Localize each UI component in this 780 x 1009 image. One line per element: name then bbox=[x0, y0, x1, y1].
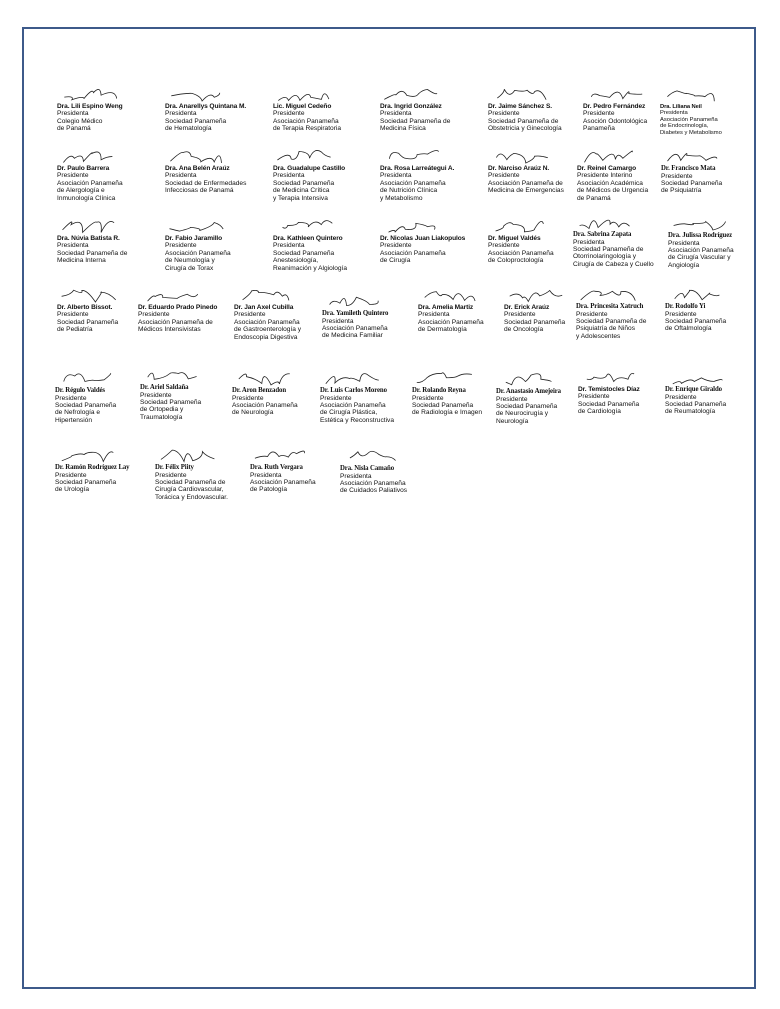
signatory-name: Dra. Guadalupe Castillo bbox=[273, 165, 346, 172]
signatory-organization: Sociedad Panameña bbox=[578, 400, 640, 408]
signatory-organization: Obstetricia y Ginecología bbox=[488, 125, 562, 133]
signatory-role: Presidente bbox=[661, 172, 693, 180]
signatory-role: Presidenta bbox=[418, 311, 450, 319]
signatory-name: Dr. Narciso Araúz N. bbox=[488, 165, 550, 172]
signatory-name: Lic. Miguel Cedeño bbox=[273, 103, 332, 110]
signatory-name: Dr. Nicolas Juan Liakopulos bbox=[380, 235, 466, 242]
signatory-organization: de Hematología bbox=[165, 125, 212, 133]
signatory-organization: Asociación Panameña bbox=[380, 249, 446, 257]
signatory-organization: Panameña bbox=[583, 125, 615, 133]
signatory-organization: de Neumología y bbox=[165, 257, 215, 265]
signatory-role: Presidente bbox=[55, 471, 87, 479]
signatory-role: Presidenta bbox=[380, 110, 412, 118]
signatory-organization: de Patología bbox=[250, 486, 288, 494]
signatory-organization: Sociedad Panameña de bbox=[573, 245, 644, 253]
signature-block bbox=[322, 290, 388, 340]
signature-scribble-icon bbox=[155, 444, 228, 464]
signatory-organization: Angiología bbox=[668, 261, 700, 269]
signatory-organization: Asociación Panameña de bbox=[138, 318, 213, 326]
signature-block bbox=[380, 215, 465, 265]
signatory-organization: Sociedad Panameña de bbox=[576, 317, 647, 325]
signature-scribble-icon bbox=[57, 83, 123, 103]
signatory-organization: de Coloproctología bbox=[488, 257, 544, 265]
signature-block bbox=[57, 145, 123, 202]
signatory-organization: de Panamá bbox=[57, 125, 91, 133]
signatory-organization: de Cardiología bbox=[578, 408, 621, 416]
signature-scribble-icon bbox=[583, 83, 647, 103]
signature-block bbox=[488, 145, 564, 195]
signatory-organization: de Panamá bbox=[577, 194, 611, 202]
signatory-organization: Hipertensión bbox=[55, 416, 93, 424]
signatory-organization: Asociación Panameña de bbox=[488, 179, 563, 187]
signatory-name: Dra. Julissa Rodríguez bbox=[668, 232, 733, 239]
signatory-organization: de Reumatología bbox=[665, 408, 716, 416]
signatory-role: Presidenta bbox=[273, 242, 305, 250]
signatory-role: Presidente bbox=[320, 394, 352, 402]
signatory-organization: Sociedad Panameña bbox=[57, 318, 119, 326]
signatory-role: Presidenta bbox=[273, 172, 305, 180]
signature-block bbox=[138, 284, 217, 334]
signatory-organization: Medicina de Emergencias bbox=[488, 187, 564, 195]
signature-block bbox=[576, 283, 646, 340]
signature-block bbox=[340, 445, 407, 495]
signatory-role: Presidente bbox=[578, 393, 610, 401]
signatory-role: Presidente bbox=[488, 172, 520, 180]
signatory-name: Dr. Eduardo Prado Pinedo bbox=[138, 304, 218, 311]
signatory-name: Dra. Kathleen Quintero bbox=[273, 235, 343, 242]
signatory-role: Presidente bbox=[504, 311, 536, 319]
signature-block bbox=[57, 215, 127, 265]
signatory-organization: Sociedad Panameña bbox=[55, 478, 117, 486]
signatory-organization: de Dermatología bbox=[418, 326, 467, 334]
signature-scribble-icon bbox=[577, 145, 648, 165]
signatory-organization: Sociedad Panameña bbox=[273, 249, 335, 257]
signatory-organization: de Oftalmología bbox=[665, 325, 712, 333]
signature-block bbox=[504, 284, 565, 334]
signature-scribble-icon bbox=[55, 367, 116, 387]
signatory-organization: de Radiología e Imagen bbox=[412, 409, 483, 417]
signatory-organization: Cirugía de Cabeza y Cuello bbox=[573, 260, 654, 268]
signature-block bbox=[496, 368, 561, 425]
signatory-organization: de Endocrinología, bbox=[660, 123, 709, 130]
signatory-name: Dr. Rodolfo Yi bbox=[665, 303, 706, 310]
signature-scribble-icon bbox=[320, 367, 394, 387]
signatory-organization: Sociedad Panameña de bbox=[57, 249, 128, 257]
signatory-organization: Cirugía Cardiovascular, bbox=[155, 486, 224, 494]
signature-block bbox=[232, 367, 298, 417]
signatory-name: Dr. Francisco Mata bbox=[661, 165, 716, 172]
signature-block bbox=[412, 367, 482, 417]
signatory-name: Dr. Jan Axel Cubilla bbox=[234, 304, 294, 311]
signatory-name: Dr. Jaime Sánchez S. bbox=[488, 103, 552, 110]
signatory-organization: y Metabolismo bbox=[380, 194, 423, 202]
signatory-role: Presidente bbox=[57, 311, 89, 319]
signatory-role: Presidente bbox=[138, 311, 170, 319]
signature-scribble-icon bbox=[418, 284, 484, 304]
signature-block bbox=[583, 83, 647, 133]
signatory-role: Presidente bbox=[488, 110, 520, 118]
signatory-role: Presidente bbox=[665, 393, 697, 401]
signatory-organization: Asociación Panameña bbox=[660, 116, 718, 123]
signature-scribble-icon bbox=[273, 215, 347, 235]
signatory-organization: de Gastroenterología y bbox=[234, 326, 302, 334]
signatory-organization: Psiquiatría de Niños bbox=[576, 325, 636, 333]
signatory-role: Presidente bbox=[576, 310, 608, 318]
signatory-name: Dra. Nisla Camaño bbox=[340, 465, 394, 472]
signatory-role: Presidente bbox=[234, 311, 266, 319]
signature-block bbox=[155, 444, 228, 501]
signatory-organization: de Urología bbox=[55, 486, 90, 494]
signature-block bbox=[273, 215, 347, 272]
signatory-organization: Asociación Panameña bbox=[273, 117, 339, 125]
signatory-name: Dra. Yamileth Quintero bbox=[322, 310, 389, 317]
signatory-role: Presidente bbox=[665, 310, 697, 318]
signature-scribble-icon bbox=[340, 445, 407, 465]
signature-scribble-icon bbox=[573, 211, 654, 231]
signatory-name: Dr. Alberto Bissot. bbox=[57, 304, 113, 311]
signature-block bbox=[273, 145, 345, 202]
signatory-name: Dr. Paulo Barrera bbox=[57, 165, 110, 172]
signature-scribble-icon bbox=[234, 284, 301, 304]
signatory-organization: de Alergología e bbox=[57, 187, 105, 195]
signature-scribble-icon bbox=[165, 145, 246, 165]
signatory-name: Dra. Liliana Neil bbox=[660, 104, 702, 110]
signatory-role: Presidenta bbox=[660, 110, 688, 117]
signatory-organization: Sociedad Panameña de bbox=[380, 117, 451, 125]
signatory-organization: de Neurología bbox=[232, 409, 274, 417]
signatory-role: Presidente bbox=[412, 394, 444, 402]
signatory-organization: Diabetes y Metabolismo bbox=[660, 129, 722, 136]
signature-scribble-icon bbox=[488, 215, 554, 235]
signatory-role: Presidenta bbox=[573, 238, 605, 246]
signatory-name: Dra. Rosa Larreátegui A. bbox=[380, 165, 455, 172]
signature-block bbox=[165, 145, 246, 195]
signatory-organization: y Adolescentes bbox=[576, 332, 621, 340]
signature-scribble-icon bbox=[665, 283, 726, 303]
signatory-name: Dr. Reinel Camargo bbox=[577, 165, 637, 172]
signatory-organization: Colegio Médico bbox=[57, 117, 103, 125]
signatory-name: Dr. Miguel Valdés bbox=[488, 235, 541, 242]
signatory-name: Dra. Sabrina Zapata bbox=[573, 231, 632, 238]
signatory-name: Dr. Régulo Valdés bbox=[55, 387, 105, 394]
signatory-role: Presidenta bbox=[668, 239, 700, 247]
signature-block bbox=[273, 83, 341, 133]
signature-scribble-icon bbox=[57, 284, 118, 304]
signature-block bbox=[250, 444, 316, 494]
signatory-role: Presidenta bbox=[165, 172, 197, 180]
signatory-organization: Sociedad Panameña bbox=[140, 398, 202, 406]
signatory-organization: Sociedad Panameña bbox=[165, 117, 227, 125]
signatory-role: Presidente bbox=[232, 394, 264, 402]
signatory-name: Dr. Ariel Saldaña bbox=[140, 384, 189, 391]
signature-scribble-icon bbox=[57, 215, 127, 235]
signatory-name: Dra. Ingrid González bbox=[380, 103, 442, 110]
signatory-role: Presidente bbox=[488, 242, 520, 250]
signature-block bbox=[380, 83, 450, 133]
signature-scribble-icon bbox=[322, 290, 388, 310]
signature-block bbox=[668, 212, 734, 269]
signatory-organization: Traumatología bbox=[140, 413, 183, 421]
signature-block bbox=[665, 283, 726, 333]
signature-block bbox=[665, 366, 726, 416]
signature-scribble-icon bbox=[488, 145, 564, 165]
signatory-organization: Asociación Panameña bbox=[380, 179, 446, 187]
signatory-role: Presidente bbox=[496, 395, 528, 403]
signature-scribble-icon bbox=[57, 145, 123, 165]
signatory-organization: Asociación Panameña bbox=[322, 324, 388, 332]
signatory-role: Presidente bbox=[57, 172, 89, 180]
signature-scribble-icon bbox=[380, 83, 450, 103]
signature-scribble-icon bbox=[504, 284, 565, 304]
signatory-role: Presidente bbox=[140, 391, 172, 399]
signature-scribble-icon bbox=[661, 145, 722, 165]
signatory-organization: Infecciosas de Panamá bbox=[165, 187, 234, 195]
signatory-role: Presidente bbox=[155, 471, 187, 479]
signature-scribble-icon bbox=[668, 212, 734, 232]
signatory-organization: Asociación Panameña bbox=[488, 249, 554, 257]
signatory-role: Presidenta bbox=[380, 172, 412, 180]
signatory-name: Dr. Aron Benzadon bbox=[232, 387, 287, 394]
signature-block bbox=[578, 366, 640, 416]
signatory-organization: Estética y Reconstructiva bbox=[320, 416, 395, 424]
signature-block bbox=[320, 367, 394, 424]
signatory-organization: Sociedad Panameña de bbox=[488, 117, 559, 125]
signatory-organization: Asociación Panameña bbox=[57, 179, 123, 187]
signature-block bbox=[165, 215, 231, 272]
signature-block bbox=[418, 284, 484, 334]
signatory-name: Dr. Erick Araúz bbox=[504, 304, 550, 311]
signatory-role: Presidenta bbox=[322, 317, 354, 325]
signatory-organization: Sociedad Panameña bbox=[661, 179, 723, 187]
signature-block bbox=[660, 84, 722, 136]
signatory-organization: de Nutrición Clínica bbox=[380, 187, 438, 195]
signatory-organization: Sociedad de Enfermedades bbox=[165, 179, 247, 187]
signature-block bbox=[577, 145, 648, 202]
signature-scribble-icon bbox=[140, 364, 201, 384]
signatory-organization: de Oncología bbox=[504, 326, 544, 334]
signatory-organization: de Cirugía Vascular y bbox=[668, 254, 731, 262]
signatory-organization: Asociación Panameña bbox=[250, 478, 316, 486]
signatory-organization: de Terapia Respiratoria bbox=[273, 125, 342, 133]
signatory-organization: Asociación Panameña bbox=[234, 318, 300, 326]
signatory-name: Dr. Temistocles Díaz bbox=[578, 386, 640, 393]
signatory-organization: de Neurocirugía y bbox=[496, 410, 549, 418]
signatory-name: Dr. Enrique Giraldo bbox=[665, 386, 722, 393]
signature-scribble-icon bbox=[55, 444, 129, 464]
signatory-role: Presidenta bbox=[165, 110, 197, 118]
signatory-organization: Asociación Panameña bbox=[165, 249, 231, 257]
signatory-name: Dr. Ramón Rodríguez Lay bbox=[55, 464, 130, 471]
signature-scribble-icon bbox=[488, 83, 562, 103]
signature-block bbox=[661, 145, 722, 195]
signatory-organization: Neurología bbox=[496, 417, 529, 425]
signatory-organization: Anestesiología, bbox=[273, 257, 319, 265]
signatory-role: Presidente bbox=[273, 110, 305, 118]
signature-scribble-icon bbox=[250, 444, 316, 464]
signatory-organization: Reanimación y Algiología bbox=[273, 264, 348, 272]
signatory-role: Presidente Interino bbox=[577, 172, 633, 180]
signature-scribble-icon bbox=[412, 367, 482, 387]
signatory-name: Dr. Fabio Jaramillo bbox=[165, 235, 223, 242]
signatory-organization: Asoción Odontológica bbox=[583, 117, 648, 125]
signatory-name: Dr. Anastasio Amejeira bbox=[496, 388, 561, 395]
signature-block bbox=[488, 83, 562, 133]
signature-block bbox=[165, 83, 246, 133]
signatory-role: Presidente bbox=[55, 394, 87, 402]
signature-block bbox=[380, 145, 454, 202]
signatory-organization: Sociedad Panameña bbox=[496, 402, 558, 410]
signatory-organization: Endoscopia Digestiva bbox=[234, 333, 298, 341]
signatory-name: Dra. Princesita Xatruch bbox=[576, 303, 644, 310]
signatory-role: Presidenta bbox=[57, 242, 89, 250]
signatory-role: Presidente bbox=[380, 242, 412, 250]
signatory-organization: Torácica y Endovascular. bbox=[155, 493, 228, 501]
signature-block bbox=[57, 83, 123, 133]
signatory-organization: Sociedad Panameña bbox=[504, 318, 566, 326]
signatory-organization: Asociación Panameña bbox=[232, 401, 298, 409]
signatory-organization: Sociedad Panameña bbox=[273, 179, 335, 187]
signature-scribble-icon bbox=[138, 284, 217, 304]
signatory-organization: de Psiquiatría bbox=[661, 187, 702, 195]
signatory-organization: de Medicina Crítica bbox=[273, 187, 330, 195]
signatory-role: Presidenta bbox=[340, 472, 372, 480]
signature-block bbox=[55, 367, 116, 424]
signatory-organization: de Médicos de Urgencia bbox=[577, 187, 649, 195]
signatory-organization: Sociedad Panameña bbox=[665, 400, 727, 408]
signatory-organization: de Medicina Familiar bbox=[322, 332, 383, 340]
signatory-organization: Sociedad Panameña bbox=[55, 401, 117, 409]
signatory-name: Dra. Anarellys Quintana M. bbox=[165, 103, 247, 110]
signatory-organization: Otorrinolaringología y bbox=[573, 253, 637, 261]
signatory-organization: de Pediatría bbox=[57, 326, 93, 334]
signature-scribble-icon bbox=[665, 366, 726, 386]
signatory-organization: de Cirugía Plástica, bbox=[320, 409, 378, 417]
signatory-name: Dra. Amelia Martiz bbox=[418, 304, 474, 311]
signatory-name: Dr. Félix Piity bbox=[155, 464, 194, 471]
signatory-role: Presidenta bbox=[250, 471, 282, 479]
signatory-organization: de Ortopedia y bbox=[140, 406, 184, 414]
signatory-organization: de Cuidados Paliativos bbox=[340, 487, 408, 495]
signatory-name: Dra. Lili Espino Weng bbox=[57, 103, 123, 110]
signature-scribble-icon bbox=[380, 215, 465, 235]
signatory-organization: Sociedad Panameña bbox=[665, 317, 727, 325]
signatory-organization: de Nefrología e bbox=[55, 409, 101, 417]
signatory-organization: y Terapia Intensiva bbox=[273, 194, 328, 202]
signature-scribble-icon bbox=[165, 215, 231, 235]
signatory-organization: Sociedad Panameña de bbox=[155, 478, 226, 486]
signature-scribble-icon bbox=[496, 368, 561, 388]
signatory-organization: Médicos Intensivistas bbox=[138, 326, 201, 334]
signatory-name: Dra. Ruth Vergara bbox=[250, 464, 303, 471]
signatory-organization: Medicina Física bbox=[380, 125, 426, 133]
signatory-role: Presidente bbox=[583, 110, 615, 118]
signatory-organization: Asociación Panameña bbox=[340, 479, 406, 487]
signature-scribble-icon bbox=[578, 366, 640, 386]
signature-scribble-icon bbox=[273, 83, 341, 103]
signatory-role: Presidenta bbox=[57, 110, 89, 118]
signatory-name: Dr. Luis Carlos Moreno bbox=[320, 387, 387, 394]
signature-scribble-icon bbox=[273, 145, 345, 165]
signatory-organization: Inmunología Clínica bbox=[57, 194, 116, 202]
signature-scribble-icon bbox=[232, 367, 298, 387]
signature-block bbox=[234, 284, 301, 341]
signatory-organization: de Cirugía bbox=[380, 257, 411, 265]
signatory-organization: Asociación Panameña bbox=[418, 318, 484, 326]
signatory-name: Dr. Rolando Reyna bbox=[412, 387, 466, 394]
signature-scribble-icon bbox=[380, 145, 454, 165]
signature-scribble-icon bbox=[165, 83, 246, 103]
signatory-name: Dra. Ana Belén Araúz bbox=[165, 165, 230, 172]
signatory-organization: Sociedad Panameña bbox=[412, 401, 474, 409]
signature-block bbox=[140, 364, 201, 421]
signature-scribble-icon bbox=[576, 283, 646, 303]
signatory-organization: Asociación Panameña bbox=[320, 401, 386, 409]
signatory-organization: Asociación Panameña bbox=[668, 246, 734, 254]
signatory-organization: Cirugía de Torax bbox=[165, 264, 214, 272]
signature-block bbox=[573, 211, 654, 268]
signature-block bbox=[57, 284, 118, 334]
signatory-name: Dr. Pedro Fernández bbox=[583, 103, 646, 110]
signature-block bbox=[55, 444, 129, 494]
signature-scribble-icon bbox=[660, 84, 722, 104]
signatory-role: Presidente bbox=[165, 242, 197, 250]
signatory-organization: Asociación Académica bbox=[577, 179, 643, 187]
signatory-organization: Medicina Interna bbox=[57, 257, 106, 265]
signature-block bbox=[488, 215, 554, 265]
signatory-name: Dra. Núvia Batista R. bbox=[57, 235, 120, 242]
